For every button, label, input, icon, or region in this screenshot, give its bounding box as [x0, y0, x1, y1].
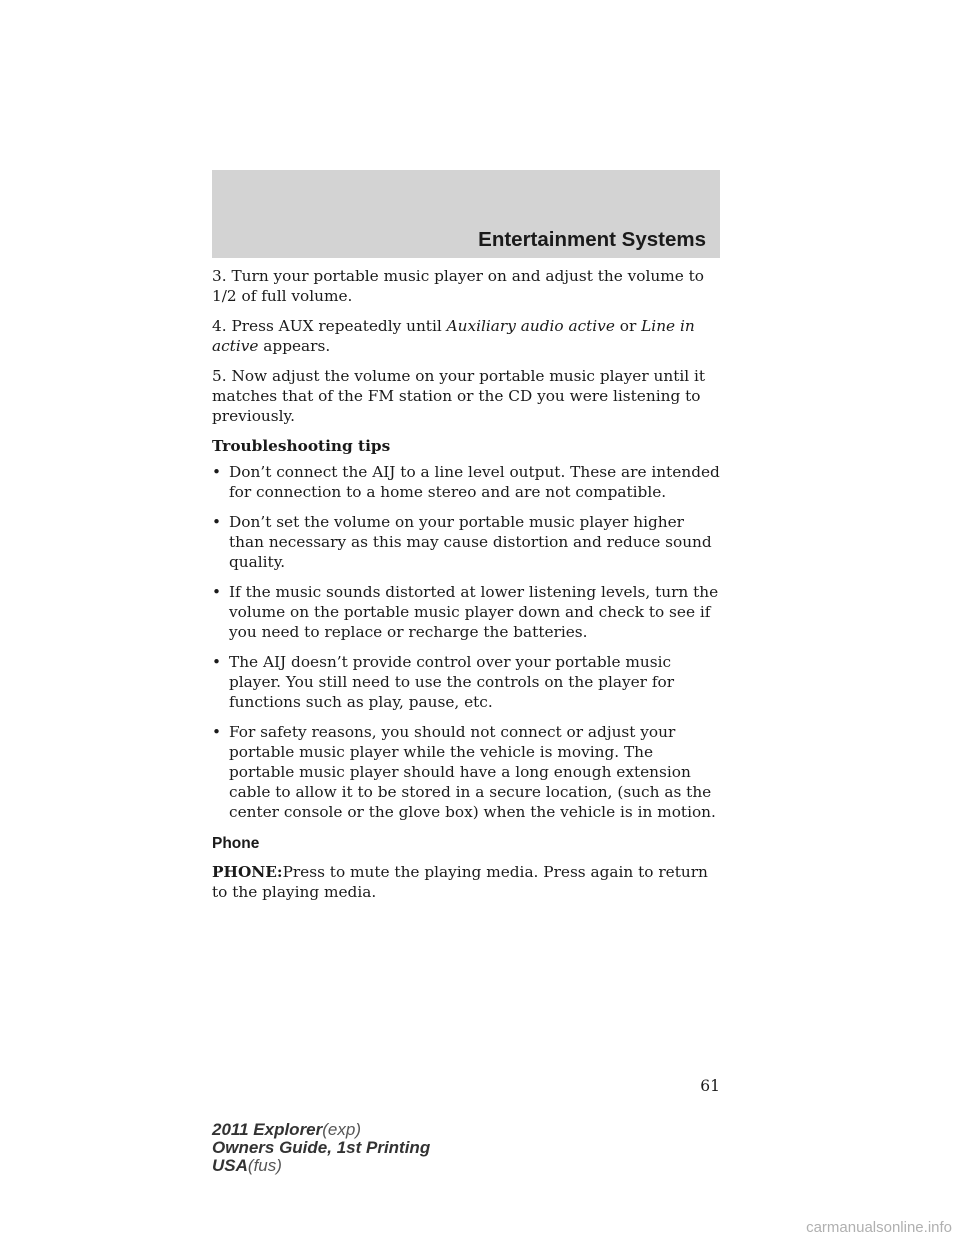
tip-text: The AIJ doesn’t provide control over your portable music player. You still need to use the controls on the player for functions such as play, pause, etc. — [229, 653, 675, 711]
step-4-option-1: Auxiliary audio active — [446, 317, 615, 335]
step-4-mid: or — [614, 317, 642, 335]
phone-description — [212, 862, 720, 902]
print-footer — [212, 1121, 430, 1175]
troubleshooting-heading: Troubleshooting tips — [212, 437, 391, 455]
step-4-option-2: Line in active — [212, 317, 695, 355]
footer-line-2 — [212, 1139, 430, 1157]
step-4-post: appears. — [258, 337, 331, 355]
footer-market-code: (fus) — [247, 1156, 282, 1175]
step-4 — [212, 316, 720, 356]
tip-item — [212, 462, 720, 502]
page-number: 61 — [700, 1077, 720, 1095]
footer-model-code: (exp) — [322, 1120, 361, 1139]
footer-line-1 — [212, 1121, 430, 1139]
bullet-icon: • — [212, 513, 222, 531]
footer-line-3 — [212, 1157, 430, 1175]
tip-text: For safety reasons, you should not connect or adjust your portable music player while the vehicle is moving. The portable music player should have a long enough extension cable to allow it to be stored in a secure location, (such as the center console or the glove box) when the vehicle is in motion. — [229, 723, 716, 821]
bullet-icon: • — [212, 653, 222, 671]
tip-item — [212, 652, 720, 712]
tip-item — [212, 722, 720, 822]
phone-label: PHONE: — [212, 863, 283, 881]
tip-text: If the music sounds distorted at lower listening levels, turn the volume on the portable music player down and check to see if you need to replace or recharge the batteries. — [229, 583, 719, 641]
footer-printing: Owners Guide, 1st Printing — [212, 1138, 431, 1157]
tip-item — [212, 582, 720, 642]
tip-text: Don’t set the volume on your portable music player higher than necessary as this may cause distortion and reduce sound quality. — [229, 513, 712, 571]
phone-text: Press to mute the playing media. Press again to return to the playing media. — [212, 863, 708, 901]
tip-item — [212, 512, 720, 572]
tip-text: Don’t connect the AIJ to a line level output. These are intended for connection to a home stereo and are not compatible. — [229, 463, 720, 501]
section-title: Entertainment Systems — [478, 228, 706, 251]
footer-market: USA — [212, 1156, 248, 1175]
bullet-icon: • — [212, 723, 222, 741]
bullet-icon: • — [212, 583, 222, 601]
step-3: 3. Turn your portable music player on and adjust the volume to 1/2 of full volume. — [212, 267, 705, 305]
section-header-band — [212, 170, 720, 258]
site-watermark: carmanualsonline.info — [806, 1219, 952, 1236]
bullet-icon: • — [212, 463, 222, 481]
step-5: 5. Now adjust the volume on your portable music player until it matches that of the FM station or the CD you were listening to previously. — [212, 367, 706, 425]
step-4-pre: 4. Press AUX repeatedly until — [212, 317, 447, 335]
phone-heading: Phone — [212, 835, 260, 852]
footer-model: 2011 Explorer — [212, 1120, 323, 1139]
page-content — [212, 266, 720, 912]
